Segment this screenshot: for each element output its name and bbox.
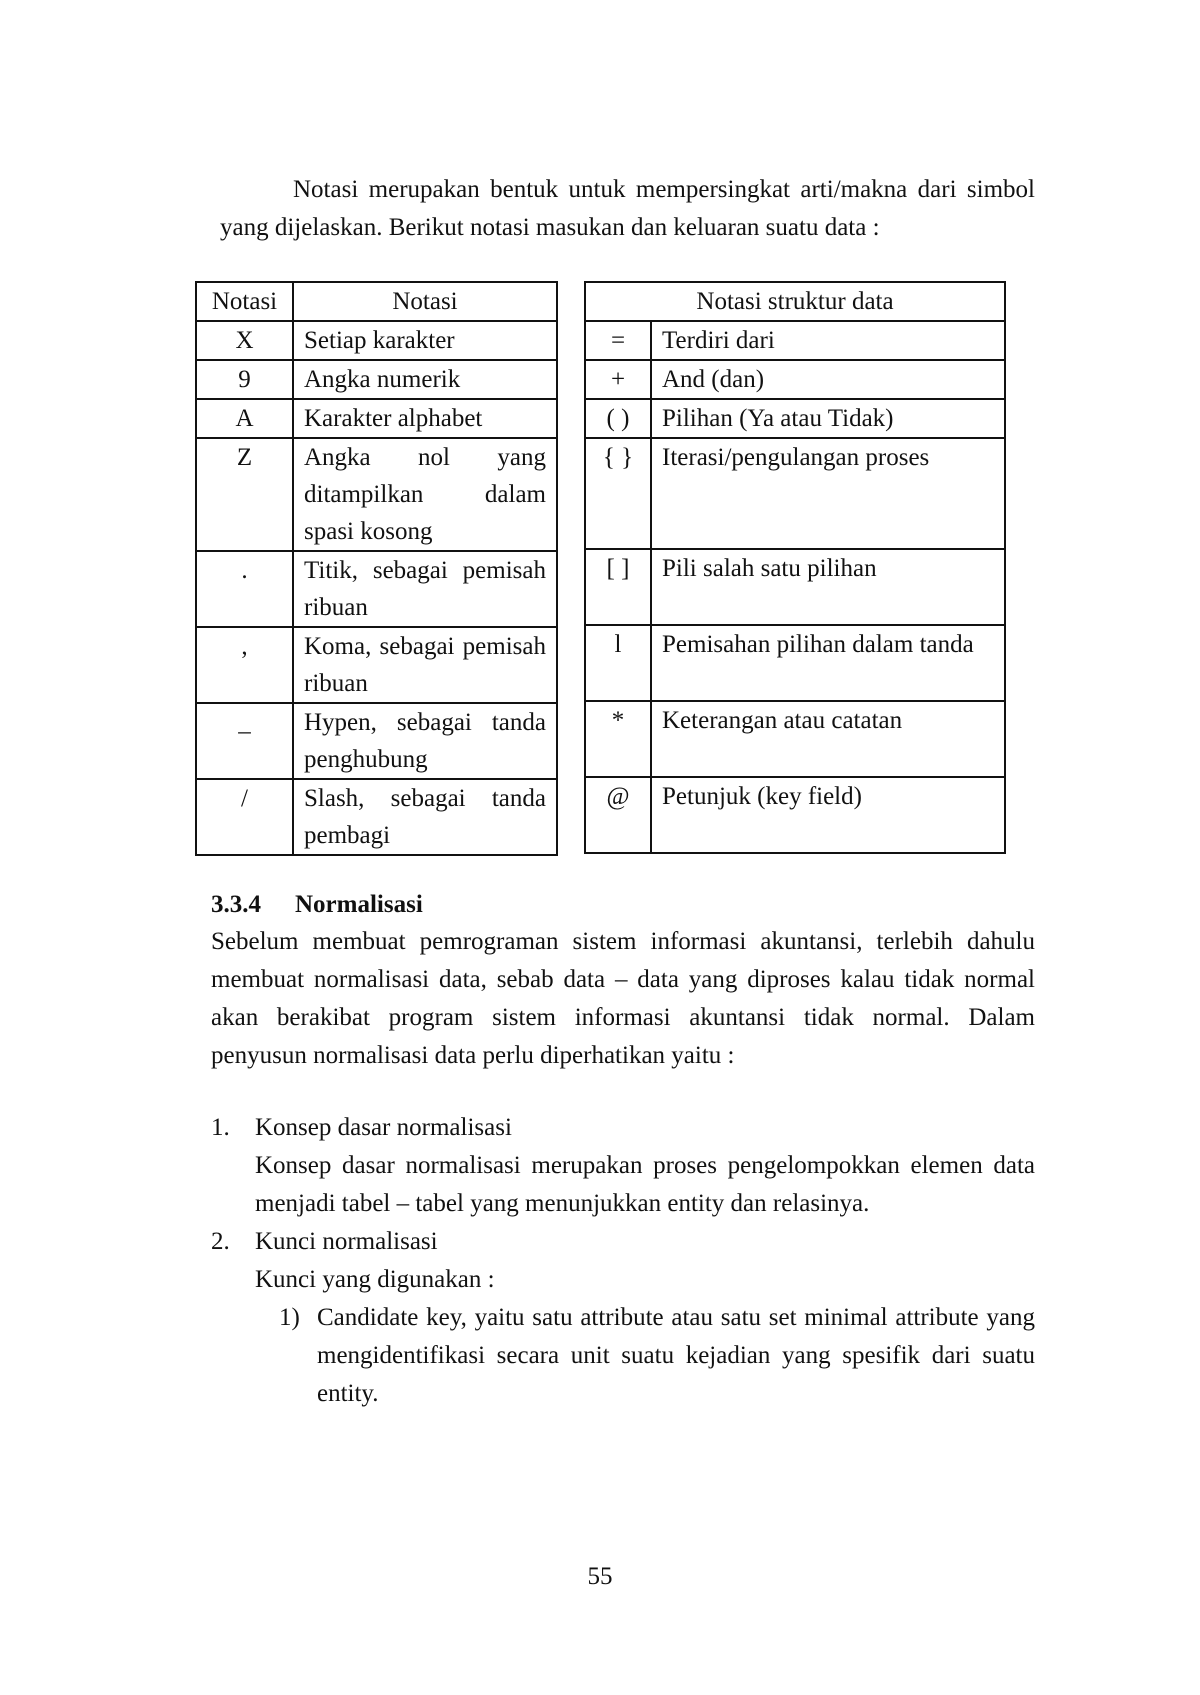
table-cell-symbol: l [585,625,651,701]
intro-text: Notasi merupakan bentuk untuk mempersingkat arti/makna dari simbol yang dijelaskan. Berikut notasi masukan dan keluaran suatu data : [220,176,1035,241]
table-cell-symbol: Z [196,438,293,551]
table-row [196,399,557,438]
list-item [211,1109,1035,1223]
list-marker: 1. [211,1114,230,1141]
table-cell-symbol: . [196,551,293,627]
table-cell-symbol: A [196,399,293,438]
sub-list-item [211,1299,1035,1413]
table-row [196,360,557,399]
table-cell-desc: Hypen, sebagai tanda penghubung [293,703,557,779]
section-paragraph [211,923,1035,1075]
table-cell-desc: Pili salah satu pilihan [651,549,1005,625]
list-item-title: Konsep dasar normalisasi [255,1114,512,1141]
table-row [585,549,1005,625]
table-cell-desc: Iterasi/pengulangan proses [651,438,1005,549]
table-cell-desc: Keterangan atau catatan [651,701,1005,777]
table-row [585,399,1005,438]
table-cell-desc: Koma, sebagai pemisah ribuan [293,627,557,703]
table-cell-desc: Setiap karakter [293,321,557,360]
table-row [585,701,1005,777]
table-header-symbol: Notasi [196,282,293,321]
table-cell-desc: Slash, sebagai tanda pembagi [293,779,557,855]
table-cell-symbol: { } [585,438,651,549]
list-item-title: Kunci normalisasi [255,1228,438,1255]
list-item-body: Konsep dasar normalisasi merupakan proses pengelompokkan elemen data menjadi tabel – tabel yang menunjukkan entity dan relasinya. [255,1152,1035,1217]
section-heading [211,886,423,924]
page-number: 55 [587,1563,613,1590]
table-header-row [196,282,557,321]
table-cell-symbol: 9 [196,360,293,399]
sub-list-text: Candidate key, yaitu satu attribute atau satu set minimal attribute yang mengidentifikasi secara unit suatu kejadian yang spesifik dari suatu entity. [317,1304,1035,1407]
table-cell-symbol: @ [585,777,651,853]
notation-table [195,281,558,856]
table-cell-desc: Karakter alphabet [293,399,557,438]
table-cell-desc: Titik, sebagai pemisah ribuan [293,551,557,627]
table-header-desc: Notasi [293,282,557,321]
table-cell-symbol: * [585,701,651,777]
table-cell-desc: Pemisahan pilihan dalam tanda [651,625,1005,701]
table-header-row [585,282,1005,321]
table-cell-desc: And (dan) [651,360,1005,399]
table-cell-symbol: = [585,321,651,360]
table-row [196,321,557,360]
list-marker: 2. [211,1228,230,1255]
table-cell-symbol: _ [196,703,293,779]
numbered-list [211,1109,1035,1413]
table-cell-desc: Angka numerik [293,360,557,399]
table-cell-desc: Terdiri dari [651,321,1005,360]
table-cell-desc: Angka nol yang ditampilkan dalam spasi kosong [293,438,557,551]
sub-list-marker: 1) [279,1304,300,1331]
table-cell-symbol: [ ] [585,549,651,625]
table-row [196,438,557,551]
table-row [196,551,557,627]
table-row [585,625,1005,701]
table-cell-symbol: / [196,779,293,855]
table-cell-symbol: X [196,321,293,360]
section-number: 3.3.4 [211,891,261,918]
table-cell-symbol: + [585,360,651,399]
section-title: Normalisasi [295,891,423,918]
data-structure-notation-table [584,281,1006,854]
table-row [196,703,557,779]
table-row [585,360,1005,399]
table-row [585,777,1005,853]
table-cell-symbol: ( ) [585,399,651,438]
list-item-body: Kunci yang digunakan : [255,1266,495,1293]
table-header-title: Notasi struktur data [585,282,1005,321]
table-cell-desc: Petunjuk (key field) [651,777,1005,853]
section-text: Sebelum membuat pemrograman sistem informasi akuntansi, terlebih dahulu membuat normalisasi data, sebab data – data yang diproses kalau tidak normal akan berakibat program sistem informasi akuntansi tidak normal. Dalam penyusun normalisasi data perlu diperhatikan yaitu : [211,928,1035,1069]
table-row [585,438,1005,549]
table-row [585,321,1005,360]
list-item [211,1223,1035,1299]
table-row [196,779,557,855]
intro-paragraph [220,171,1035,247]
table-row [196,627,557,703]
table-cell-symbol: , [196,627,293,703]
table-cell-desc: Pilihan (Ya atau Tidak) [651,399,1005,438]
